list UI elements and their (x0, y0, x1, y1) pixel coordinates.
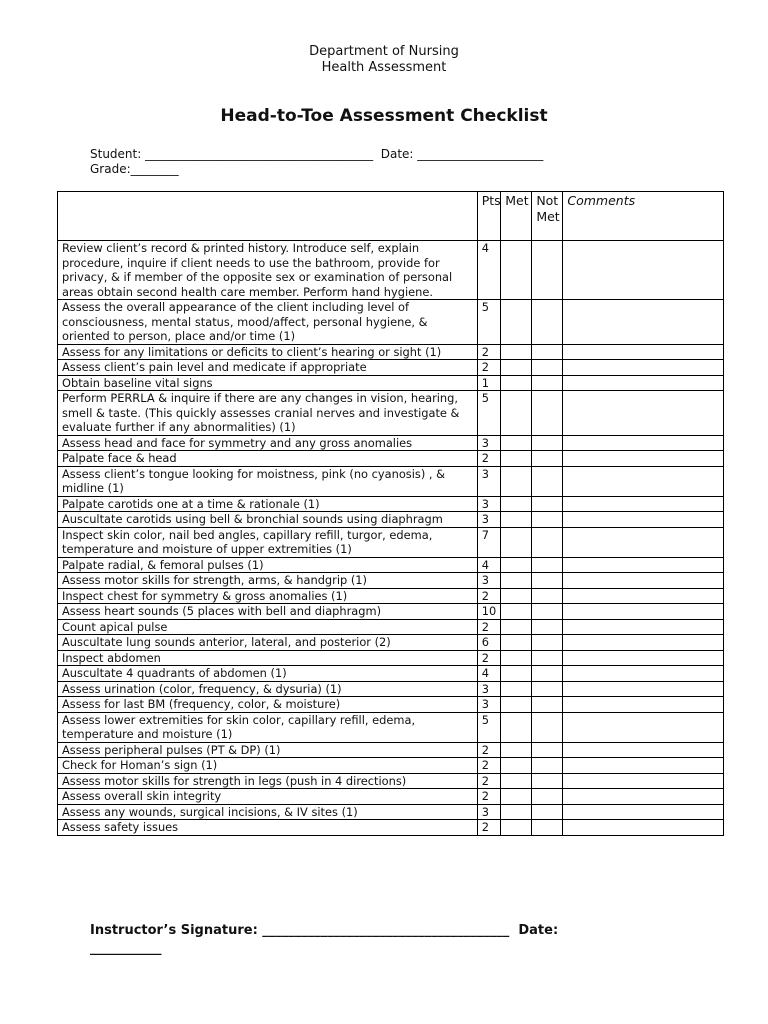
comments-cell[interactable] (563, 804, 724, 820)
table-row (58, 527, 724, 557)
not-met-checkbox-cell[interactable] (532, 496, 563, 512)
met-checkbox-cell[interactable] (501, 742, 532, 758)
points-cell: 2 (477, 588, 501, 604)
not-met-checkbox-cell[interactable] (532, 619, 563, 635)
points-cell: 1 (477, 375, 501, 391)
checklist-item-text: Obtain baseline vital signs (58, 375, 478, 391)
checklist-item-text: Assess any wounds, surgical incisions, & IV sites (1) (58, 804, 478, 820)
not-met-checkbox-cell[interactable] (532, 300, 563, 345)
table-row (58, 635, 724, 651)
points-cell: 2 (477, 650, 501, 666)
not-met-checkbox-cell[interactable] (532, 344, 563, 360)
comments-cell[interactable] (563, 344, 724, 360)
comments-cell[interactable] (563, 557, 724, 573)
table-row (58, 466, 724, 496)
comments-cell[interactable] (563, 496, 724, 512)
table-row (58, 758, 724, 774)
checklist-item-text: Assess overall skin integrity (58, 789, 478, 805)
checklist-item-text: Assess heart sounds (5 places with bell and diaphragm) (58, 604, 478, 620)
checklist-item-text: Assess lower extremities for skin color, capillary refill, edema, temperature and moisture (1) (58, 712, 478, 742)
not-met-checkbox-cell[interactable] (532, 666, 563, 682)
met-checkbox-cell[interactable] (501, 557, 532, 573)
column-header-pts: Pts (477, 192, 501, 241)
met-checkbox-cell[interactable] (501, 573, 532, 589)
met-checkbox-cell[interactable] (501, 619, 532, 635)
comments-cell[interactable] (563, 375, 724, 391)
not-met-checkbox-cell[interactable] (532, 435, 563, 451)
points-cell: 3 (477, 435, 501, 451)
not-met-checkbox-cell[interactable] (532, 681, 563, 697)
comments-cell[interactable] (563, 666, 724, 682)
not-met-checkbox-cell[interactable] (532, 820, 563, 836)
met-checkbox-cell[interactable] (501, 451, 532, 467)
points-cell: 2 (477, 619, 501, 635)
table-row (58, 375, 724, 391)
met-checkbox-cell[interactable] (501, 527, 532, 557)
comments-cell[interactable] (563, 391, 724, 436)
met-checkbox-cell[interactable] (501, 773, 532, 789)
not-met-checkbox-cell[interactable] (532, 360, 563, 376)
not-met-checkbox-cell[interactable] (532, 588, 563, 604)
table-row (58, 557, 724, 573)
comments-cell[interactable] (563, 681, 724, 697)
date-blank: ___________ (90, 941, 162, 956)
table-row (58, 697, 724, 713)
points-cell: 3 (477, 681, 501, 697)
checklist-item-text: Review client’s record & printed history. Introduce self, explain procedure, inquire if client needs to use the bathroom, provide for privacy, & if member of the opposite sex or examination of personal areas obtain second health care member. Perform hand hygiene. (58, 241, 478, 300)
met-checkbox-cell[interactable] (501, 241, 532, 300)
table-row (58, 451, 724, 467)
comments-cell[interactable] (563, 300, 724, 345)
checklist-item-text: Assess the overall appearance of the client including level of consciousness, mental status, mood/affect, personal hygiene, & oriented to person, place and/or time (1) (58, 300, 478, 345)
met-checkbox-cell[interactable] (501, 820, 532, 836)
table-row (58, 681, 724, 697)
checklist-item-text: Assess for last BM (frequency, color, & moisture) (58, 697, 478, 713)
table-row (58, 712, 724, 742)
comments-cell[interactable] (563, 435, 724, 451)
comments-cell[interactable] (563, 451, 724, 467)
column-header-item (58, 192, 478, 241)
not-met-checkbox-cell[interactable] (532, 573, 563, 589)
met-checkbox-cell[interactable] (501, 512, 532, 528)
met-checkbox-cell[interactable] (501, 300, 532, 345)
met-checkbox-cell[interactable] (501, 435, 532, 451)
met-checkbox-cell[interactable] (501, 697, 532, 713)
table-row (58, 300, 724, 345)
not-met-checkbox-cell[interactable] (532, 697, 563, 713)
checklist-item-text: Inspect abdomen (58, 650, 478, 666)
points-cell: 10 (477, 604, 501, 620)
table-row (58, 804, 724, 820)
met-checkbox-cell[interactable] (501, 789, 532, 805)
table-row (58, 496, 724, 512)
checklist-item-text: Assess client’s tongue looking for moistness, pink (no cyanosis) , & midline (1) (58, 466, 478, 496)
comments-cell[interactable] (563, 360, 724, 376)
grade-line: Grade:________ (90, 162, 179, 176)
comments-cell[interactable] (563, 773, 724, 789)
checklist-item-text: Assess urination (color, frequency, & dysuria) (1) (58, 681, 478, 697)
checklist-item-text: Count apical pulse (58, 619, 478, 635)
met-checkbox-cell[interactable] (501, 496, 532, 512)
not-met-checkbox-cell[interactable] (532, 527, 563, 557)
points-cell: 3 (477, 804, 501, 820)
points-cell: 6 (477, 635, 501, 651)
checklist-item-text: Assess motor skills for strength in legs (push in 4 directions) (58, 773, 478, 789)
table-row (58, 604, 724, 620)
points-cell: 2 (477, 820, 501, 836)
table-row (58, 666, 724, 682)
points-cell: 3 (477, 466, 501, 496)
points-cell: 3 (477, 496, 501, 512)
checklist-item-text: Palpate carotids one at a time & rationale (1) (58, 496, 478, 512)
page-title: Head-to-Toe Assessment Checklist (220, 106, 548, 126)
table-row (58, 742, 724, 758)
not-met-checkbox-cell[interactable] (532, 712, 563, 742)
not-met-checkbox-cell[interactable] (532, 466, 563, 496)
column-header-met: Met (501, 192, 532, 241)
points-cell: 2 (477, 344, 501, 360)
checklist-item-text: Auscultate lung sounds anterior, lateral, and posterior (2) (58, 635, 478, 651)
points-cell: 3 (477, 573, 501, 589)
not-met-checkbox-cell[interactable] (532, 742, 563, 758)
column-header-not-met: Not Met (532, 192, 563, 241)
table-row (58, 512, 724, 528)
points-cell: 2 (477, 360, 501, 376)
comments-cell[interactable] (563, 758, 724, 774)
points-cell: 4 (477, 666, 501, 682)
points-cell: 2 (477, 742, 501, 758)
points-cell: 3 (477, 697, 501, 713)
checklist-item-text: Assess for any limitations or deficits to client’s hearing or sight (1) (58, 344, 478, 360)
department-header (0, 44, 768, 76)
checklist-item-text: Palpate radial, & femoral pulses (1) (58, 557, 478, 573)
met-checkbox-cell[interactable] (501, 344, 532, 360)
table-row (58, 820, 724, 836)
checklist-body (58, 241, 724, 836)
not-met-checkbox-cell[interactable] (532, 375, 563, 391)
table-row (58, 789, 724, 805)
comments-cell[interactable] (563, 742, 724, 758)
table-row (58, 573, 724, 589)
not-met-checkbox-cell[interactable] (532, 604, 563, 620)
points-cell: 3 (477, 512, 501, 528)
checklist-item-text: Assess peripheral pulses (PT & DP) (1) (58, 742, 478, 758)
met-checkbox-cell[interactable] (501, 604, 532, 620)
table-row (58, 773, 724, 789)
checklist-item-text: Perform PERRLA & inquire if there are any changes in vision, hearing, smell & taste. (This quickly assesses cranial nerves and investigate & evaluate further if any abnormalities) (1) (58, 391, 478, 436)
met-checkbox-cell[interactable] (501, 758, 532, 774)
met-checkbox-cell[interactable] (501, 712, 532, 742)
not-met-checkbox-cell[interactable] (532, 773, 563, 789)
met-checkbox-cell[interactable] (501, 375, 532, 391)
checklist-item-text: Auscultate carotids using bell & bronchial sounds using diaphragm (58, 512, 478, 528)
points-cell: 2 (477, 758, 501, 774)
not-met-checkbox-cell[interactable] (532, 241, 563, 300)
comments-cell[interactable] (563, 712, 724, 742)
checklist-item-text: Assess client’s pain level and medicate if appropriate (58, 360, 478, 376)
comments-cell[interactable] (563, 512, 724, 528)
points-cell: 5 (477, 712, 501, 742)
comments-cell[interactable] (563, 789, 724, 805)
checklist-item-text: Assess head and face for symmetry and any gross anomalies (58, 435, 478, 451)
not-met-checkbox-cell[interactable] (532, 512, 563, 528)
points-cell: 5 (477, 391, 501, 436)
comments-cell[interactable] (563, 635, 724, 651)
not-met-checkbox-cell[interactable] (532, 789, 563, 805)
points-cell: 2 (477, 773, 501, 789)
not-met-checkbox-cell[interactable] (532, 391, 563, 436)
checklist-item-text: Check for Homan’s sign (1) (58, 758, 478, 774)
not-met-checkbox-cell[interactable] (532, 451, 563, 467)
checklist-item-text: Assess safety issues (58, 820, 478, 836)
points-cell: 2 (477, 451, 501, 467)
met-checkbox-cell[interactable] (501, 360, 532, 376)
table-row (58, 435, 724, 451)
comments-cell[interactable] (563, 573, 724, 589)
table-row (58, 344, 724, 360)
assessment-checklist-table (57, 191, 724, 836)
points-cell: 2 (477, 789, 501, 805)
instructor-signature-line: Instructor’s Signature: ______________________________________ Date: (90, 923, 559, 938)
table-row (58, 588, 724, 604)
student-date-line: Student: ______________________________________ Date: _____________________ (90, 147, 544, 161)
not-met-checkbox-cell[interactable] (532, 804, 563, 820)
comments-cell[interactable] (563, 241, 724, 300)
not-met-checkbox-cell[interactable] (532, 557, 563, 573)
table-row (58, 650, 724, 666)
checklist-item-text: Auscultate 4 quadrants of abdomen (1) (58, 666, 478, 682)
comments-cell[interactable] (563, 820, 724, 836)
not-met-checkbox-cell[interactable] (532, 650, 563, 666)
checklist-item-text: Palpate face & head (58, 451, 478, 467)
points-cell: 7 (477, 527, 501, 557)
met-checkbox-cell[interactable] (501, 588, 532, 604)
checklist-item-text: Inspect skin color, nail bed angles, capillary refill, turgor, edema, temperature and moisture of upper extremities (1) (58, 527, 478, 557)
table-row (58, 241, 724, 300)
met-checkbox-cell[interactable] (501, 650, 532, 666)
comments-cell[interactable] (563, 527, 724, 557)
comments-cell[interactable] (563, 604, 724, 620)
met-checkbox-cell[interactable] (501, 466, 532, 496)
table-row (58, 619, 724, 635)
met-checkbox-cell[interactable] (501, 635, 532, 651)
points-cell: 4 (477, 557, 501, 573)
department-name: Department of Nursing (309, 44, 459, 59)
course-name: Health Assessment (321, 60, 447, 75)
comments-cell[interactable] (563, 697, 724, 713)
comments-cell[interactable] (563, 619, 724, 635)
comments-cell[interactable] (563, 588, 724, 604)
met-checkbox-cell[interactable] (501, 391, 532, 436)
not-met-checkbox-cell[interactable] (532, 635, 563, 651)
checklist-item-text: Inspect chest for symmetry & gross anomalies (1) (58, 588, 478, 604)
checklist-item-text: Assess motor skills for strength, arms, & handgrip (1) (58, 573, 478, 589)
points-cell: 4 (477, 241, 501, 300)
comments-cell[interactable] (563, 650, 724, 666)
comments-cell[interactable] (563, 466, 724, 496)
met-checkbox-cell[interactable] (501, 666, 532, 682)
column-header-comments: Comments (563, 192, 724, 241)
met-checkbox-cell[interactable] (501, 804, 532, 820)
points-cell: 5 (477, 300, 501, 345)
met-checkbox-cell[interactable] (501, 681, 532, 697)
not-met-checkbox-cell[interactable] (532, 758, 563, 774)
table-row (58, 360, 724, 376)
table-row (58, 391, 724, 436)
table-header-row (58, 192, 724, 241)
